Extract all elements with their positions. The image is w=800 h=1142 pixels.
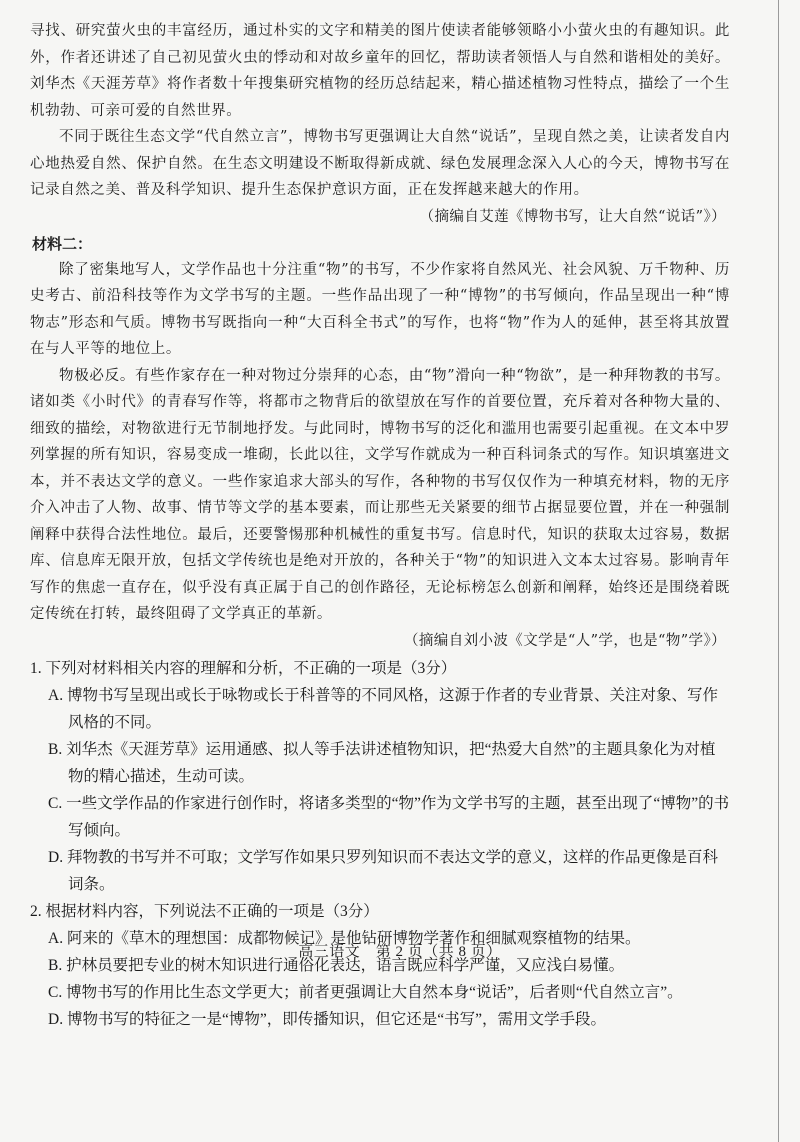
question-2 [30,898,730,1033]
question-1-option-a: A. 博物书写呈现出或长于咏物或长于科普等的不同风格，这源于作者的专业背景、关注对象、写作风格的不同。 [48,686,718,731]
question-1-option-d: D. 拜物教的书写并不可取；文学写作如果只罗列知识而不表达文学的意义，这样的作品更像是百科词条。 [48,848,718,893]
scan-edge-line [778,0,779,1142]
material2-paragraph-2: 物极必反。有些作家存在一种对物过分崇拜的心态，由“物”滑向一种“物欲”，是一种拜物教的书写。诸如类《小时代》的青春写作等，将都市之物背后的欲望放在写作的首要位置，充斥着对各种物大量的、细致的描绘，对物欲进行无节制地抒发。与此同时，博物书写的泛化和滥用也需要引起重视。在文本中罗列掌握的所有知识，容易变成一堆砌，长此以往，文学写作就成为一种百科词条式的写作。知识填塞进文本，并不表达文学的意义。一些作家追求大部头的写作，各种物的书写仅仅作为一种填充材料，物的无序介入冲击了人物、故事、情节等文学的基本要素，而让那些无关紧要的细节占据显要位置，并在一种强制阐释中获得合法性地位。最后，还要警惕那种机械性的重复书写。信息时代，知识的获取太过容易，数据库、信息库无限开放，包括文学传统也是绝对开放的，各种关于“物”的知识进入文本太过容易。影响青年写作的焦虑一直存在，似乎没有真正属于自己的创作路径，无论标榜怎么创新和阐释，始终还是围绕着既定传统在打转，最终阻碍了文学真正的革新。 [30,367,730,622]
document-page [30,18,730,1033]
question-2-option-b: B. 护林员要把专业的树木知识进行通俗化表达，语言既应科学严谨，又应浅白易懂。 [48,956,625,974]
material2-source: （摘编自刘小波《文学是“人”学，也是“物”学》） [404,632,726,649]
question-2-option-d: D. 博物书写的特征之一是“博物”，即传播知识，但它还是“书写”，需用文学手段。 [48,1010,606,1028]
question-1-option-b: B. 刘华杰《天涯芳草》运用通感、拟人等手法讲述植物知识，把“热爱大自然”的主题具象化为对植物的精心描述，生动可读。 [48,740,716,785]
material2-heading: 材料二： [32,234,93,253]
question-2-option-a: A. 阿来的《草木的理想国：成都物候记》是他钻研博物学著作和细腻观察植物的结果。 [48,929,641,947]
question-1 [30,655,730,898]
page-footer: 高三语文 第 2 页（共 8 页） [298,944,502,960]
material1-source: （摘编自艾莲《博物书写，让大自然“说话”》） [419,208,726,225]
question-2-option-c: C. 博物书写的作用比生态文学更大；前者更强调让大自然本身“说话”，后者则“代自然立言”。 [48,983,683,1001]
material2-paragraph-1: 除了密集地写人，文学作品也十分注重“物”的书写，不少作家将自然风光、社会风貌、万千物种、历史考古、前沿科技等作为文学书写的主题。一些作品出现了一种“博物”的书写倾向，作品呈现出一种“博物志”形态和气质。博物书写既指向一种“大百科全书式”的写作，也将“物”作为人的延伸，甚至将其放置在与人平等的地位上。 [30,261,730,357]
question-1-option-c: C. 一些文学作品的作家进行创作时，将诸多类型的“物”作为文学书写的主题，甚至出现了“博物”的书写倾向。 [48,794,730,839]
material1-paragraph-2: 不同于既往生态文学“代自然立言”，博物书写更强调让大自然“说话”，呈现自然之美，让读者发自内心地热爱自然、保护自然。在生态文明建设不断取得新成就、绿色发展理念深入人心的今天，博物书写在记录自然之美、普及科学知识、提升生态保护意识方面，正在发挥越来越大的作用。 [30,129,730,198]
question-2-stem: 2. 根据材料内容，下列说法不正确的一项是（3分） [30,902,379,920]
question-1-stem: 1. 下列对材料相关内容的理解和分析，不正确的一项是（3分） [30,659,457,677]
material1-paragraph-1: 寻找、研究萤火虫的丰富经历，通过朴实的文字和精美的图片使读者能够领略小小萤火虫的有趣知识。此外，作者还讲述了自己初见萤火虫的悸动和对故乡童年的回忆，帮助读者领悟人与自然和谐相处的美好。刘华杰《天涯芳草》将作者数十年搜集研究植物的经历总结起来，精心描述植物习性特点，描绘了一个生机勃勃、可亲可爱的自然世界。 [30,23,730,119]
